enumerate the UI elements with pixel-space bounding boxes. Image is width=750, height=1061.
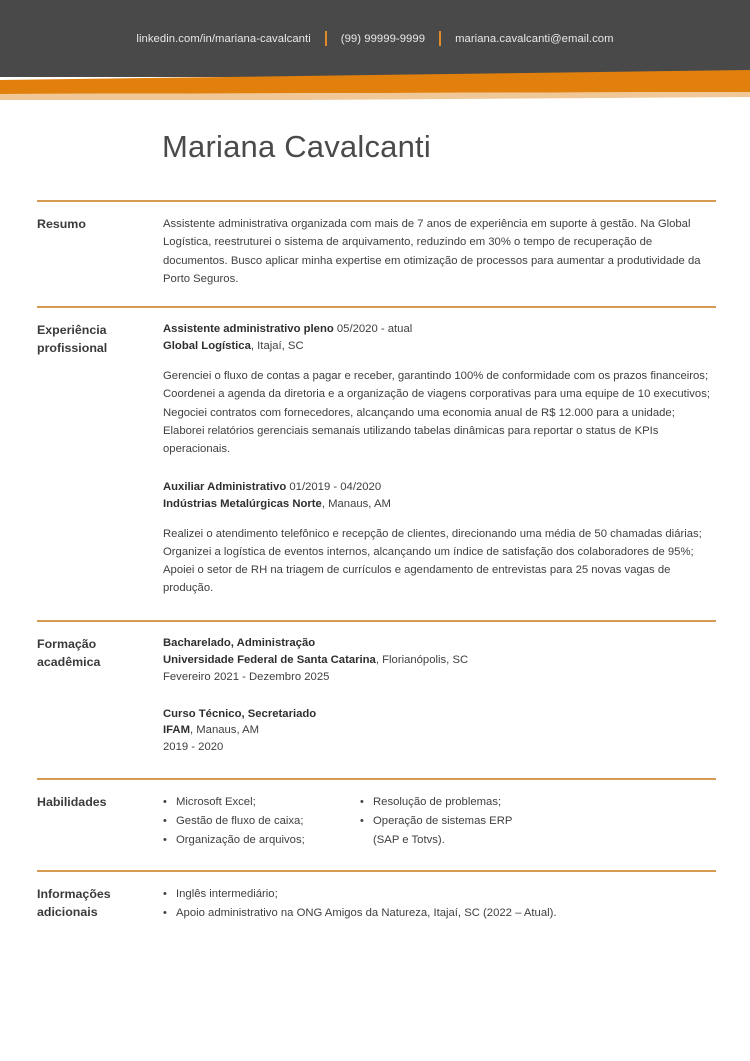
- experience-role: Auxiliar Administrativo: [163, 480, 287, 493]
- education-location: , Florianópolis, SC: [375, 653, 469, 666]
- skills-column-1: [163, 793, 360, 850]
- skills-column-2: [360, 793, 716, 850]
- section-label-informacoes: [37, 885, 163, 922]
- education-entry: [163, 706, 716, 757]
- section-label-formacao-line1: Formação: [37, 636, 97, 651]
- experience-dates: 05/2020 - atual: [336, 323, 413, 336]
- education-entry: [163, 635, 716, 686]
- experience-dates: 01/2019 - 04/2020: [289, 480, 382, 493]
- experience-entry: [163, 321, 716, 458]
- additional-info-item: • Apoio administrativo na ONG Amigos da Natureza, Itajaí, SC (2022 – Atual).: [163, 904, 716, 923]
- experience-location: , Itajaí, SC: [250, 340, 304, 353]
- experience-bullet: Apoiei o setor de RH na triagem de currículos e agendamento de entrevistas para 25 novas vagas de produção.: [163, 564, 671, 595]
- section-label-formacao-line2: acadêmica: [37, 654, 101, 669]
- experience-bullets: [163, 367, 716, 458]
- skill-item-text: Operação de sistemas ERP: [373, 815, 513, 828]
- skill-item-continuation: (SAP e Totvs).: [373, 834, 445, 847]
- section-experiencia: [0, 308, 750, 619]
- section-label-habilidades: Habilidades: [37, 795, 107, 810]
- additional-info-list: [163, 885, 716, 923]
- section-label-experiencia-line1: Experiência: [37, 323, 107, 338]
- contact-linkedin[interactable]: linkedin.com/in/mariana-cavalcanti: [136, 32, 311, 45]
- experience-bullet: Organizei a logística de eventos internos, alcançando um índice de satisfação dos colaboradores de 95%;: [163, 545, 694, 558]
- experience-company: Global Logística: [163, 340, 251, 353]
- experience-role-line: [163, 479, 716, 496]
- education-location: , Manaus, AM: [189, 724, 260, 737]
- skill-item: • Resolução de problemas;: [360, 793, 716, 812]
- additional-info-item: • Inglês intermediário;: [163, 885, 716, 904]
- skill-item: • Gestão de fluxo de caixa;: [163, 812, 360, 831]
- education-dates: 2019 - 2020: [163, 741, 224, 754]
- section-label-informacoes-line1: Informações: [37, 887, 111, 902]
- skill-item: • Organização de arquivos;: [163, 831, 360, 850]
- section-label-resumo: Resumo: [37, 217, 86, 232]
- experience-entry: [163, 479, 716, 598]
- skill-item: • Microsoft Excel;: [163, 793, 360, 812]
- education-institution: IFAM: [163, 724, 190, 737]
- skills-columns: [163, 793, 716, 850]
- section-label-formacao: [37, 635, 163, 672]
- experience-bullet: Gerenciei o fluxo de contas a pagar e receber, garantindo 100% de conformidade com os prazos financeiros;: [163, 370, 709, 383]
- experience-company: Indústrias Metalúrgicas Norte: [163, 497, 322, 510]
- contact-email[interactable]: mariana.cavalcanti@email.com: [455, 32, 614, 45]
- experience-bullet: Elaborei relatórios gerenciais semanais utilizando tabelas dinâmicas para reportar o status de KPIs operacionais.: [163, 425, 659, 456]
- contact-phone[interactable]: (99) 99999-9999: [340, 32, 426, 45]
- experience-role-line: [163, 321, 716, 338]
- section-label-experiencia-line2: profissional: [37, 341, 108, 356]
- section-formacao: [0, 622, 750, 779]
- education-institution-line: [163, 722, 716, 739]
- section-label-informacoes-line2: adicionais: [37, 905, 98, 920]
- contact-bar: [0, 0, 750, 77]
- resume-sections: [0, 200, 750, 933]
- experience-company-line: [163, 338, 716, 355]
- name-block: [0, 100, 750, 164]
- experience-company-line: [163, 496, 716, 513]
- section-resumo: [0, 202, 750, 306]
- experience-bullet: Negociei contratos com fornecedores, alcançando uma economia anual de R$ 12.000 para a unidade;: [163, 406, 675, 419]
- section-label-experiencia: [37, 321, 163, 358]
- education-degree: Bacharelado, Administração: [163, 636, 316, 649]
- education-degree: Curso Técnico, Secretariado: [163, 707, 317, 720]
- section-habilidades: [0, 780, 750, 870]
- experience-bullet: Coordenei a agenda da diretoria e a organização de viagens corporativas para uma equipe de 10 executivos;: [163, 388, 711, 401]
- education-institution: Universidade Federal de Santa Catarina: [163, 653, 376, 666]
- resume-header: [0, 0, 750, 100]
- section-informacoes: [0, 872, 750, 933]
- education-institution-line: [163, 652, 716, 669]
- experience-location: , Manaus, AM: [321, 497, 391, 510]
- education-dates: Fevereiro 2021 - Dezembro 2025: [163, 670, 330, 683]
- experience-role: Assistente administrativo pleno: [163, 323, 334, 336]
- experience-bullets: [163, 525, 716, 598]
- summary-text: Assistente administrativa organizada com mais de 7 anos de experiência em suporte à gestão. Na Global Logística, reestruturei o sistema de arquivamento, reduzindo em 30% o tempo de recuperação de documentos. Busco aplicar minha expertise em otimização de processos para aumentar a produtividade da Porto Seguros.: [163, 218, 701, 285]
- experience-bullet: Realizei o atendimento telefônico e recepção de clientes, direcionando uma média de 50 chamadas diárias;: [163, 527, 702, 540]
- candidate-name: Mariana Cavalcanti: [162, 129, 431, 164]
- skill-item: [360, 812, 716, 850]
